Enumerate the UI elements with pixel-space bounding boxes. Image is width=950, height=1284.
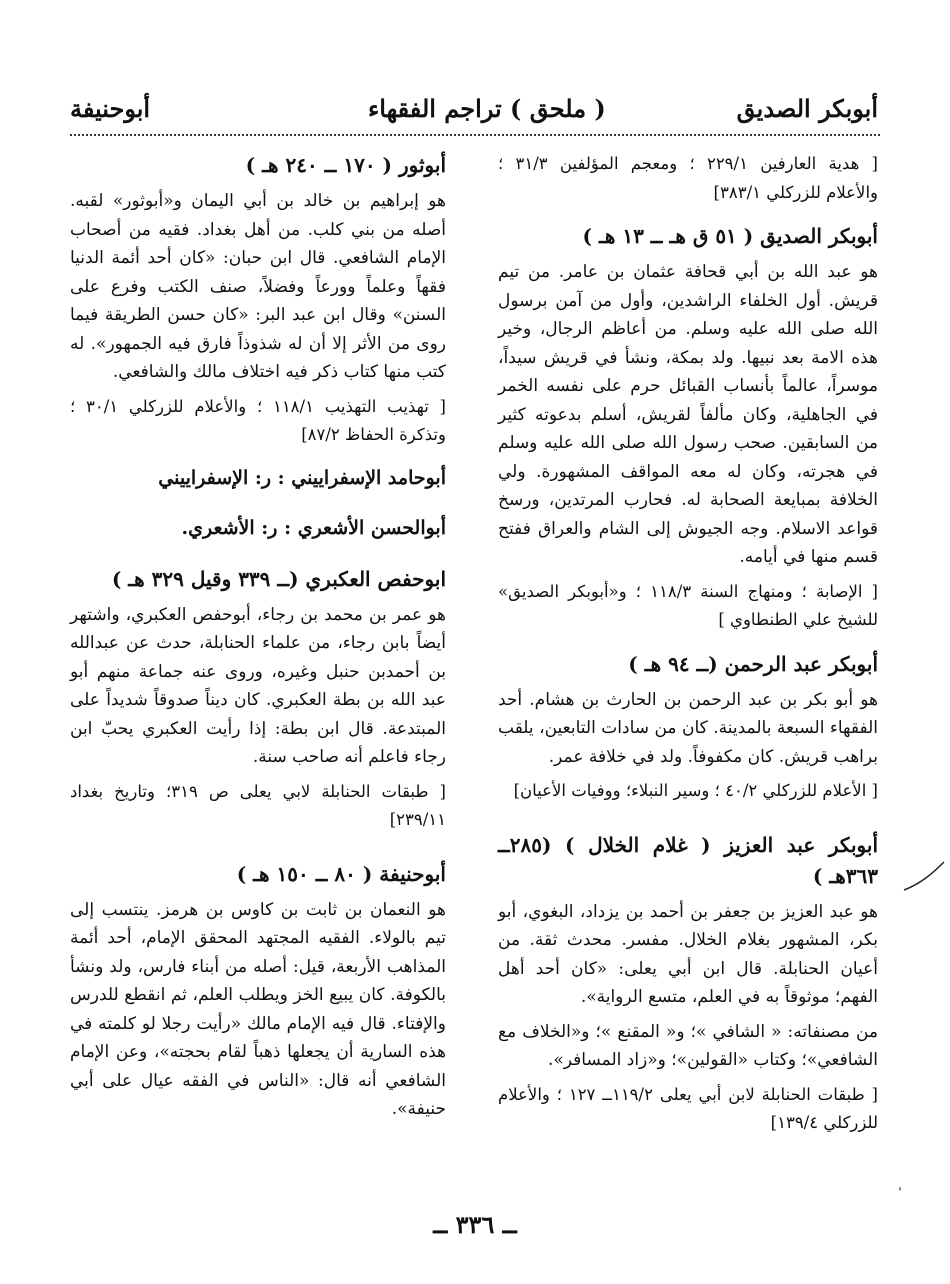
entry-body-abuhafs: هو عمر بن محمد بن رجاء، أبوحفص العكبري، واشتهر أيضاً بابن رجاء، من علماء الحنابلة، حدث عن عبدالله بن أحمدبن حنبل وغيره، وروى عنه جماعة منهم أبو عبد الله بن بطة العكبري. كان ديناً صدوقاً شديداً على المبتدعة. قال ابن بطة: إذا رأيت العكبري يحبّ ابن رجاء فاعلم أنه صاحب سنة. <box>70 604 446 767</box>
header-left-title: أبوحنيفة <box>70 94 151 123</box>
left-column <box>70 150 446 1130</box>
entry-title-abuhafs: ابوحفص العكبري (ــ ٣٣٩ وقيل ٣٢٩ هـ ) <box>111 566 446 591</box>
entry-refs-abubakr-abdulaziz: [ طبقات الحنابلة لابن أبي يعلى ١١٩/٢ــ ١٢٧ ؛ والأعلام للزركلي ١٣٩/٤] <box>498 1084 878 1132</box>
entry-body-abubakr-siddiq: هو عبد الله بن أبي قحافة عثمان بن عامر. من تيم قريش. أول الخلفاء الراشدين، وأول من آمن برسول الله صلى الله عليه وسلم. من أعاظم الرجال، وخير هذه الامة بعد نبيها. ولد بمكة، ونشأ في قريش سيداً، موسراً، عالماً بأنساب القبائل حرم على نفسه الخمر في الجاهلية، وكان مألفاً لقريش، أسلم بدعوته كثير من السابقين. صحب رسول الله صلى الله عليه وسلم في هجرته، وكان له معه المواقف المشهورة. ولي الخلافة بمبايعة الصحابة له. فحارب المرتدين، ورسخ قواعد الاسلام. وجه الجيوش إلى الشام والعراق ففتح قسم منها في أيامه. <box>498 262 878 567</box>
entry-refs-abuthawr: [ تهذيب التهذيب ١١٨/١ ؛ والأعلام للزركلي ٣٠/١ ؛ وتذكرة الحفاظ ٨٧/٢] <box>70 396 446 444</box>
entry-refs-abubakr-siddiq: [ الإصابة ؛ ومنهاج السنة ١١٨/٣ ؛ و«أبوبكر الصديق» للشيخ علي الطنطاوي ] <box>498 581 878 629</box>
entry-title-abubakr-abdulaziz: أبوبكر عبد العزيز ( غلام الخلال ) (٢٨٥ــ ٣٦٣هـ ) <box>498 832 878 888</box>
entry-body-abuthawr: هو إبراهيم بن خالد بن أبي اليمان و«أبوثور» لقبه. أصله من بني كلب. من أهل بغداد. فقيه من أصحاب الإمام الشافعي. قال ابن حبان: «كان أحد أئمة الدنيا فقهاً وعلماً وورعاً وفضلاً، صنف الكتب وفرع على السنن» وقال ابن عبد البر: «كان حسن الطريقة فيما روى من الأثر إلا أن له شذوذاً فارق فيه الجمهور». له كتب منها كتاب ذكر فيه اختلاف مالك والشافعي. <box>70 191 446 382</box>
entry-title-abubakr-siddiq: أبوبكر الصديق ( ٥١ ق هـ ــ ١٣ هـ ) <box>582 224 878 248</box>
stray-mark: ˈ <box>898 1186 902 1202</box>
right-column <box>498 150 878 1152</box>
entry-title-abuhanifa: أبوحنيفة ( ٨٠ ــ ١٥٠ هـ ) <box>236 861 446 886</box>
cross-reference-ashari: أبوالحسن الأشعري : ر: الأشعري. <box>181 516 446 539</box>
cross-reference-isfarayini: أبوحامد الإسفراييني : ر: الإسفراييني <box>158 466 446 489</box>
header-right-title: أبوبكر الصديق <box>736 94 878 123</box>
pen-mark-icon <box>902 860 946 894</box>
header-center-title: ( ملحق ) تراجم الفقهاء <box>368 94 606 123</box>
page-number: ــ ٣٣٦ ــ <box>433 1210 517 1239</box>
entry-body-abuhanifa: هو النعمان بن ثابت بن كاوس بن هرمز. ينتسب إلى تيم بالولاء. الفقيه المجتهد المحقق الإمام، أحد أئمة المذاهب الأربعة، قيل: أصله من أبناء فارس، ولد ونشأ بالكوفة. كان يبيع الخز ويطلب العلم، ثم انقطع للدرس والإفتاء. قال فيه الإمام مالك «رأيت رجلا لو كلمته في هذه السارية أن يجعلها ذهباً لقام بحجته»، وعن الإمام الشافعي أنه قال: «الناس في الفقه عيال على أبي حنيفة». <box>70 899 446 1119</box>
reference-continued: [ هدية العارفين ٢٢٩/١ ؛ ومعجم المؤلفين ٣١/٣ ؛ والأعلام للزركلي ٣٨٣/١] <box>498 154 878 202</box>
entry-body-abubakr-abdulaziz: هو عبد العزيز بن جعفر بن أحمد بن يزداد، البغوي، أبو بكر، المشهور بغلام الخلال. مفسر. محدث ثقة. من أعيان الحنابلة. قال ابن أبي يعلى: «كان أحد أهل الفهم؛ موثوقاً به في العلم، متسع الرواية». <box>498 901 878 1007</box>
entry-body-abubakr-abdulrahman: هو أبو بكر بن عبد الرحمن بن الحارث بن هشام. أحد الفقهاء السبعة بالمدينة. كان من سادات التابعين، يلقب براهب قريش. كان مكفوفاً. ولد في خلافة عمر. <box>498 689 878 767</box>
entry-refs-abubakr-abdulrahman: [ الأعلام للزركلي ٤٠/٢ ؛ وسير النبلاء؛ ووفيات الأعيان] <box>513 781 878 800</box>
header-divider <box>70 134 880 136</box>
entry-title-abubakr-abdulrahman: أبوبكر عبد الرحمن (ــ ٩٤ هـ ) <box>628 651 878 676</box>
entry-works-abubakr-abdulaziz: من مصنفاته: « الشافي »؛ و« المقنع »؛ و«الخلاف مع الشافعي»؛ وكتاب «القولين»؛ و«زاد المسافر». <box>498 1021 878 1070</box>
entry-refs-abuhafs: [ طبقات الحنابلة لابي يعلى ص ٣١٩؛ وتاريخ بغداد ٢٣٩/١١] <box>70 781 446 829</box>
entry-title-abuthawr: أبوثور ( ١٧٠ ــ ٢٤٠ هـ ) <box>245 153 446 177</box>
